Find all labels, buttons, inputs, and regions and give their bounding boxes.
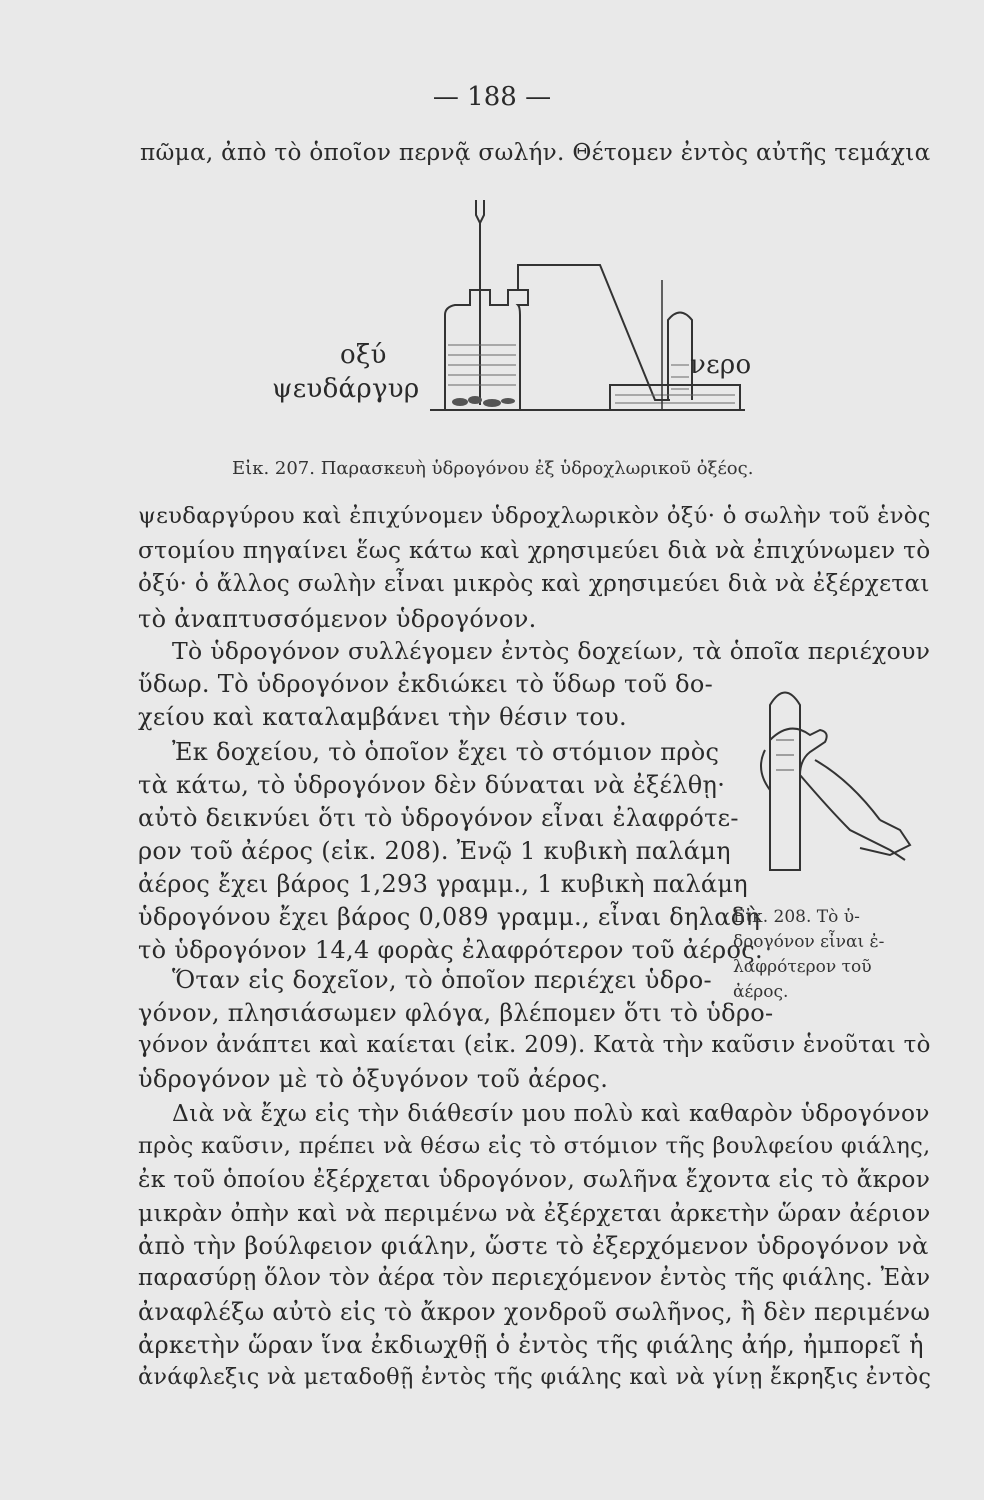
para5-line: μικρὰν ὀπὴν καὶ νὰ περιμένω νὰ ἐξέρχεται ἀρκετὴν ὥραν ἀέριον [138, 1199, 931, 1227]
label-zinc: ψευδάργυρ [272, 374, 420, 404]
para2-line: Τὸ ὑδρογόνον συλλέγομεν ἐντὸς δοχείων, τὰ ὁποῖα περιέχουν [172, 637, 931, 665]
para5-line: πρὸς καῦσιν, πρέπει νὰ θέσω εἰς τὸ στόμιον τῆς βουλφείου φιάλης, [138, 1133, 931, 1159]
para5-line: ἐκ τοῦ ὁποίου ἐξέρχεται ὑδρογόνον, σωλῆνα ἔχοντα εἰς τὸ ἄκρον [138, 1166, 931, 1193]
figure-208-caption [733, 905, 933, 1005]
para4-line: γόνον ἀνάπτει καὶ καίεται (εἰκ. 209). Κατὰ τὴν καῦσιν ἑνοῦται τὸ [138, 1032, 931, 1058]
para5-line: ἀνάφλεξις νὰ μεταδοθῇ ἐντὸς τῆς φιάλης καὶ νὰ γίνῃ ἔκρηξις ἐντὸς [138, 1364, 932, 1390]
label-acid: οξύ [340, 340, 387, 370]
para4-line: Ὅταν εἰς δοχεῖον, τὸ ὁποῖον περιέχει ὑδρο- [172, 966, 712, 994]
para2-line: χείου καὶ καταλαμβάνει τὴν θέσιν του. [138, 703, 627, 731]
para5-line: ἀρκετὴν ὥραν ἵνα ἐκδιωχθῇ ὁ ἐντὸς τῆς φιάλης ἀήρ, ἠμπορεῖ ἡ [138, 1331, 924, 1359]
para1-line: τὸ ἀναπτυσσόμενον ὑδρογόνον. [138, 605, 537, 633]
para3-line: αὐτὸ δεικνύει ὅτι τὸ ὑδρογόνον εἶναι ἐλαφρότε- [138, 804, 739, 832]
para5-line: Διὰ νὰ ἔχω εἰς τὴν διάθεσίν μου πολὺ καὶ καθαρὸν ὑδρογόνον [172, 1100, 930, 1127]
caption-line: δρογόνον εἶναι ἐ- [733, 932, 885, 952]
para1-line: στομίου πηγαίνει ἕως κάτω καὶ χρησιμεύει διὰ νὰ ἐπιχύνωμεν τὸ [138, 537, 931, 564]
para1-line: ὀξύ· ὁ ἄλλος σωλὴν εἶναι μικρὸς καὶ χρησιμεύει διὰ νὰ ἐξέρχεται [138, 571, 930, 597]
para5-line: ἀναφλέξω αὐτὸ εἰς τὸ ἄκρον χονδροῦ σωλῆνος, ἢ δὲν περιμένω [138, 1298, 931, 1326]
para4-line: ὑδρογόνον μὲ τὸ ὀξυγόνον τοῦ ἀέρος. [138, 1065, 609, 1093]
para1-line: ψευδαργύρου καὶ ἐπιχύνομεν ὑδροχλωρικὸν ὀξύ· ὁ σωλὴν τοῦ ἑνὸς [138, 503, 931, 529]
para3-line: Ἐκ δοχείου, τὸ ὁποῖον ἔχει τὸ στόμιον πρὸς [172, 738, 720, 766]
label-water: νερο [690, 350, 752, 380]
para3-line: ρον τοῦ ἀέρος (εἰκ. 208). Ἐνῷ 1 κυβικὴ παλάμη [138, 837, 731, 865]
para3-line: τὸ ὑδρογόνον 14,4 φορὰς ἐλαφρότερον τοῦ ἀέρος. [138, 936, 763, 964]
para3-line: ὑδρογόνου ἔχει βάρος 0,089 γραμμ., εἶναι δηλαδὴ [138, 903, 761, 931]
figure-207-caption: Εἰκ. 207. Παρασκευὴ ὑδρογόνου ἐξ ὑδροχλωρικοῦ ὀξέος. [232, 458, 754, 479]
para3-line: ἀέρος ἔχει βάρος 1,293 γραμμ., 1 κυβικὴ παλάμη [138, 870, 748, 898]
para3-line: τὰ κάτω, τὸ ὑδρογόνον δὲν δύναται νὰ ἐξέλθῃ· [138, 771, 726, 799]
caption-line: Εἰκ. 208. Τὸ ὑ- [733, 907, 860, 927]
caption-line: ἀέρος. [733, 982, 789, 1002]
para4-line: γόνον, πλησιάσωμεν φλόγα, βλέπομεν ὅτι τὸ ὑδρο- [138, 999, 774, 1027]
para5-line: ἀπὸ τὴν βούλφειον φιάλην, ὥστε τὸ ἐξερχόμενον ὑδρογόνον νὰ [138, 1232, 929, 1260]
top-text-line: πῶμα, ἀπὸ τὸ ὁποῖον περνᾷ σωλήν. Θέτομεν ἐντὸς αὐτῆς τεμάχια [140, 140, 931, 166]
para2-line: ὕδωρ. Τὸ ὑδρογόνον ἐκδιώκει τὸ ὕδωρ τοῦ δο- [138, 670, 714, 698]
caption-line: λαφρότερον τοῦ [733, 957, 872, 977]
figure-208-hand-tube [740, 680, 920, 880]
page-number: — 188 — [432, 82, 552, 112]
para5-line: παρασύρῃ ὅλον τὸν ἀέρα τὸν περιεχόμενον ἐντὸς τῆς φιάλης. Ἐὰν [138, 1265, 931, 1291]
